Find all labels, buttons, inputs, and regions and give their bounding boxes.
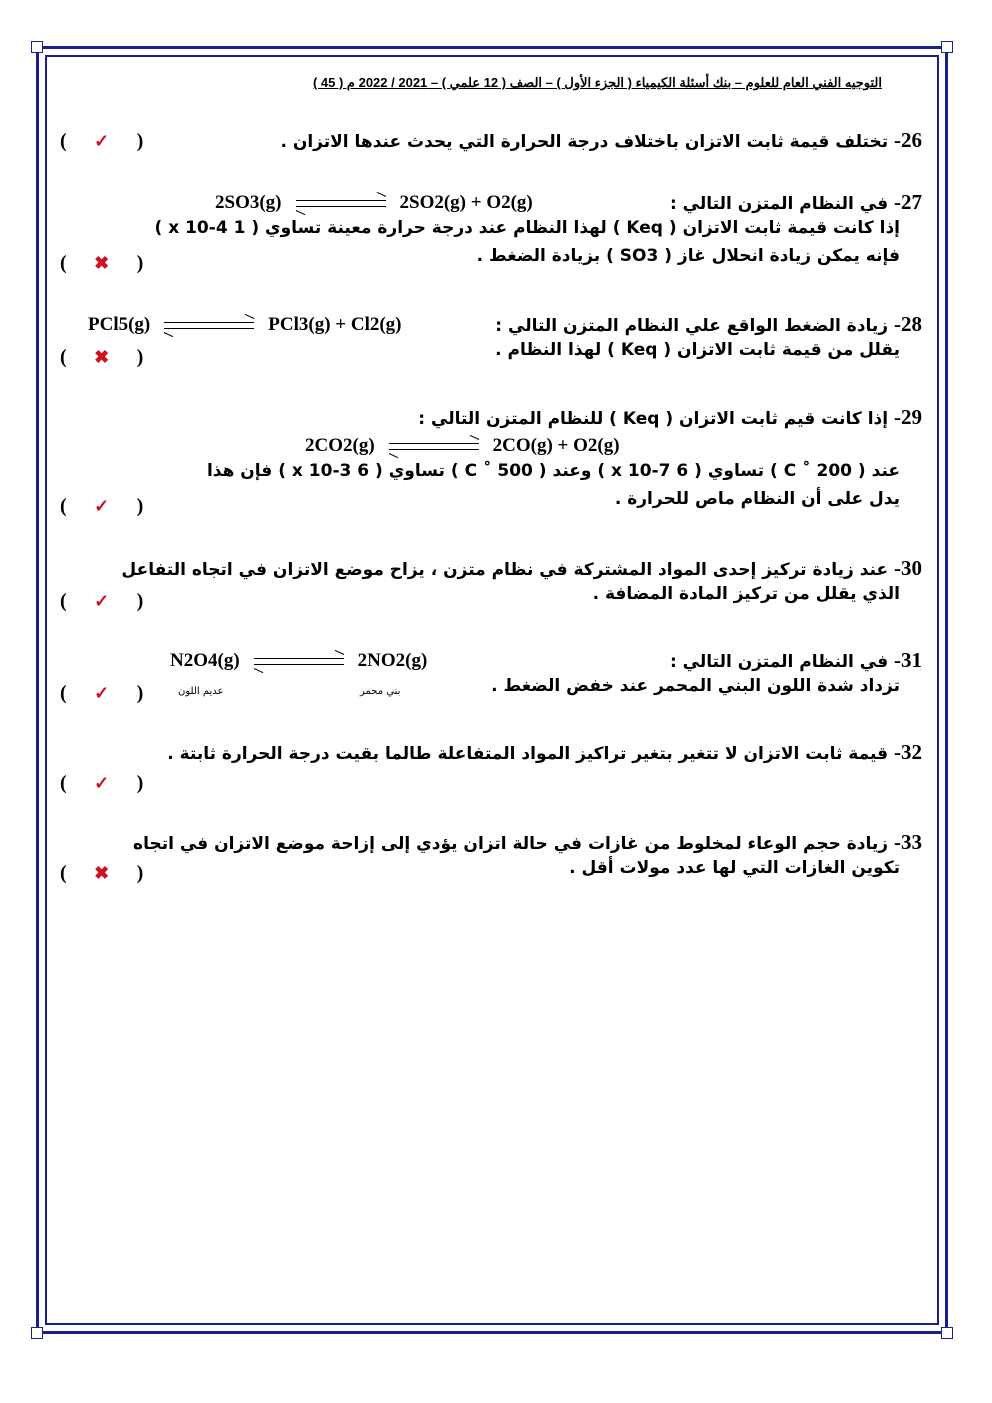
border-corner [941, 41, 953, 53]
question-text: عند زيادة تركيز إحدى المواد المشتركة في نظام متزن ، يزاح موضع الاتزان في اتجاه التفاعل [121, 560, 889, 580]
question-30 [60, 556, 922, 612]
question-text: في النظام المتزن التالي : [669, 652, 889, 672]
question-27 [60, 190, 922, 274]
question-text: تزداد شدة اللون البني المحمر عند خفض الضغط . [491, 676, 900, 696]
question-text: عند ( 200 ˚ C ) تساوي ( 6 x 10-7 ) وعند ( 500 ˚ C ) تساوي ( 6 x 10-3 ) فإن هذا [206, 461, 900, 481]
check-icon: ✓ [94, 591, 110, 611]
cross-icon: ✖ [94, 863, 110, 883]
chemical-equation [215, 192, 533, 214]
question-number: 26- [894, 128, 922, 152]
question-text: الذي يقلل من تركيز المادة المضافة . [592, 584, 900, 604]
question-text: إذا كانت قيم ثابت الاتزان ( Keq ) للنظام المتزن التالي : [418, 409, 889, 429]
question-29 [60, 405, 922, 517]
question-text: تكوين الغازات التي لها عدد مولات أقل . [569, 858, 900, 878]
question-number: 29- [894, 405, 922, 429]
equation-products: 2SO2(g) + O2(g) [399, 192, 533, 213]
answer-box: ( ✖ ) [60, 346, 144, 368]
question-text: زيادة الضغط الواقع علي النظام المتزن التالي : [495, 316, 889, 336]
check-icon: ✓ [94, 496, 110, 516]
chemical-equation [88, 314, 402, 336]
equation-products: 2NO2(g) [357, 650, 428, 671]
equation-reactants: N2O4(g) [170, 650, 240, 671]
answer-box: ( ✓ ) [60, 590, 144, 612]
answer-box: ( ✖ ) [60, 252, 144, 274]
question-text: قيمة ثابت الاتزان لا تتغير بتغير تراكيز المواد المتفاعلة طالما بقيت درجة الحرارة ثابتة . [167, 744, 889, 764]
equilibrium-arrow-icon [389, 440, 479, 454]
question-number: 30- [894, 556, 922, 580]
question-number: 33- [894, 830, 922, 854]
question-26 [60, 128, 922, 156]
chemical-equation [170, 650, 427, 672]
equilibrium-arrow-icon [254, 655, 344, 669]
check-icon: ✓ [94, 773, 110, 793]
question-number: 27- [894, 190, 922, 214]
question-32 [60, 740, 922, 794]
color-label: بني محمر [360, 686, 401, 697]
answer-box: ( ✓ ) [60, 130, 144, 152]
equilibrium-arrow-icon [164, 319, 254, 333]
chemical-equation [305, 435, 620, 457]
answer-box: ( ✓ ) [60, 682, 144, 704]
question-text: زيادة حجم الوعاء لمخلوط من غازات في حالة اتزان يؤدي إلى إزاحة موضع الاتزان في اتجاه [133, 834, 889, 854]
answer-box: ( ✓ ) [60, 495, 144, 517]
color-label: عديم اللون [178, 686, 224, 697]
equation-reactants: PCl5(g) [88, 314, 151, 335]
question-number: 31- [894, 648, 922, 672]
border-corner [941, 1327, 953, 1339]
question-text: تختلف قيمة ثابت الاتزان باختلاف درجة الحرارة التي يحدث عندها الاتزان . [280, 132, 889, 152]
question-number: 28- [894, 312, 922, 336]
cross-icon: ✖ [94, 347, 110, 367]
page-header: التوجيه الفني العام للعلوم – بنك أسئلة الكيمياء ( الجزء الأول ) – الصف ( 12 علمي ) – 2021 / 2022 م ( 45 ) [312, 75, 882, 90]
answer-box: ( ✓ ) [60, 772, 144, 794]
equation-reactants: 2CO2(g) [305, 435, 375, 456]
question-text: يدل على أن النظام ماص للحرارة . [614, 489, 900, 509]
answer-box: ( ✖ ) [60, 862, 144, 884]
question-33 [60, 830, 922, 886]
question-text: يقلل من قيمة ثابت الاتزان ( Keq ) لهذا النظام . [495, 340, 900, 360]
equation-products: 2CO(g) + O2(g) [492, 435, 620, 456]
equation-reactants: 2SO3(g) [215, 192, 282, 213]
border-corner [31, 41, 43, 53]
equilibrium-arrow-icon [296, 197, 386, 211]
border-corner [31, 1327, 43, 1339]
question-28 [60, 312, 922, 368]
cross-icon: ✖ [94, 253, 110, 273]
equation-products: PCl3(g) + Cl2(g) [268, 314, 402, 335]
question-text: إذا كانت قيمة ثابت الاتزان ( Keq ) لهذا النظام عند درجة حرارة معينة تساوي ( 1 x 10-4 ) [154, 218, 900, 238]
question-text: في النظام المتزن التالي : [669, 194, 889, 214]
question-31 [60, 648, 922, 704]
question-number: 32- [894, 740, 922, 764]
check-icon: ✓ [94, 683, 110, 703]
question-text: فإنه يمكن زيادة انحلال غاز ( SO3 ) بزيادة الضغط . [476, 246, 900, 266]
check-icon: ✓ [94, 131, 110, 151]
